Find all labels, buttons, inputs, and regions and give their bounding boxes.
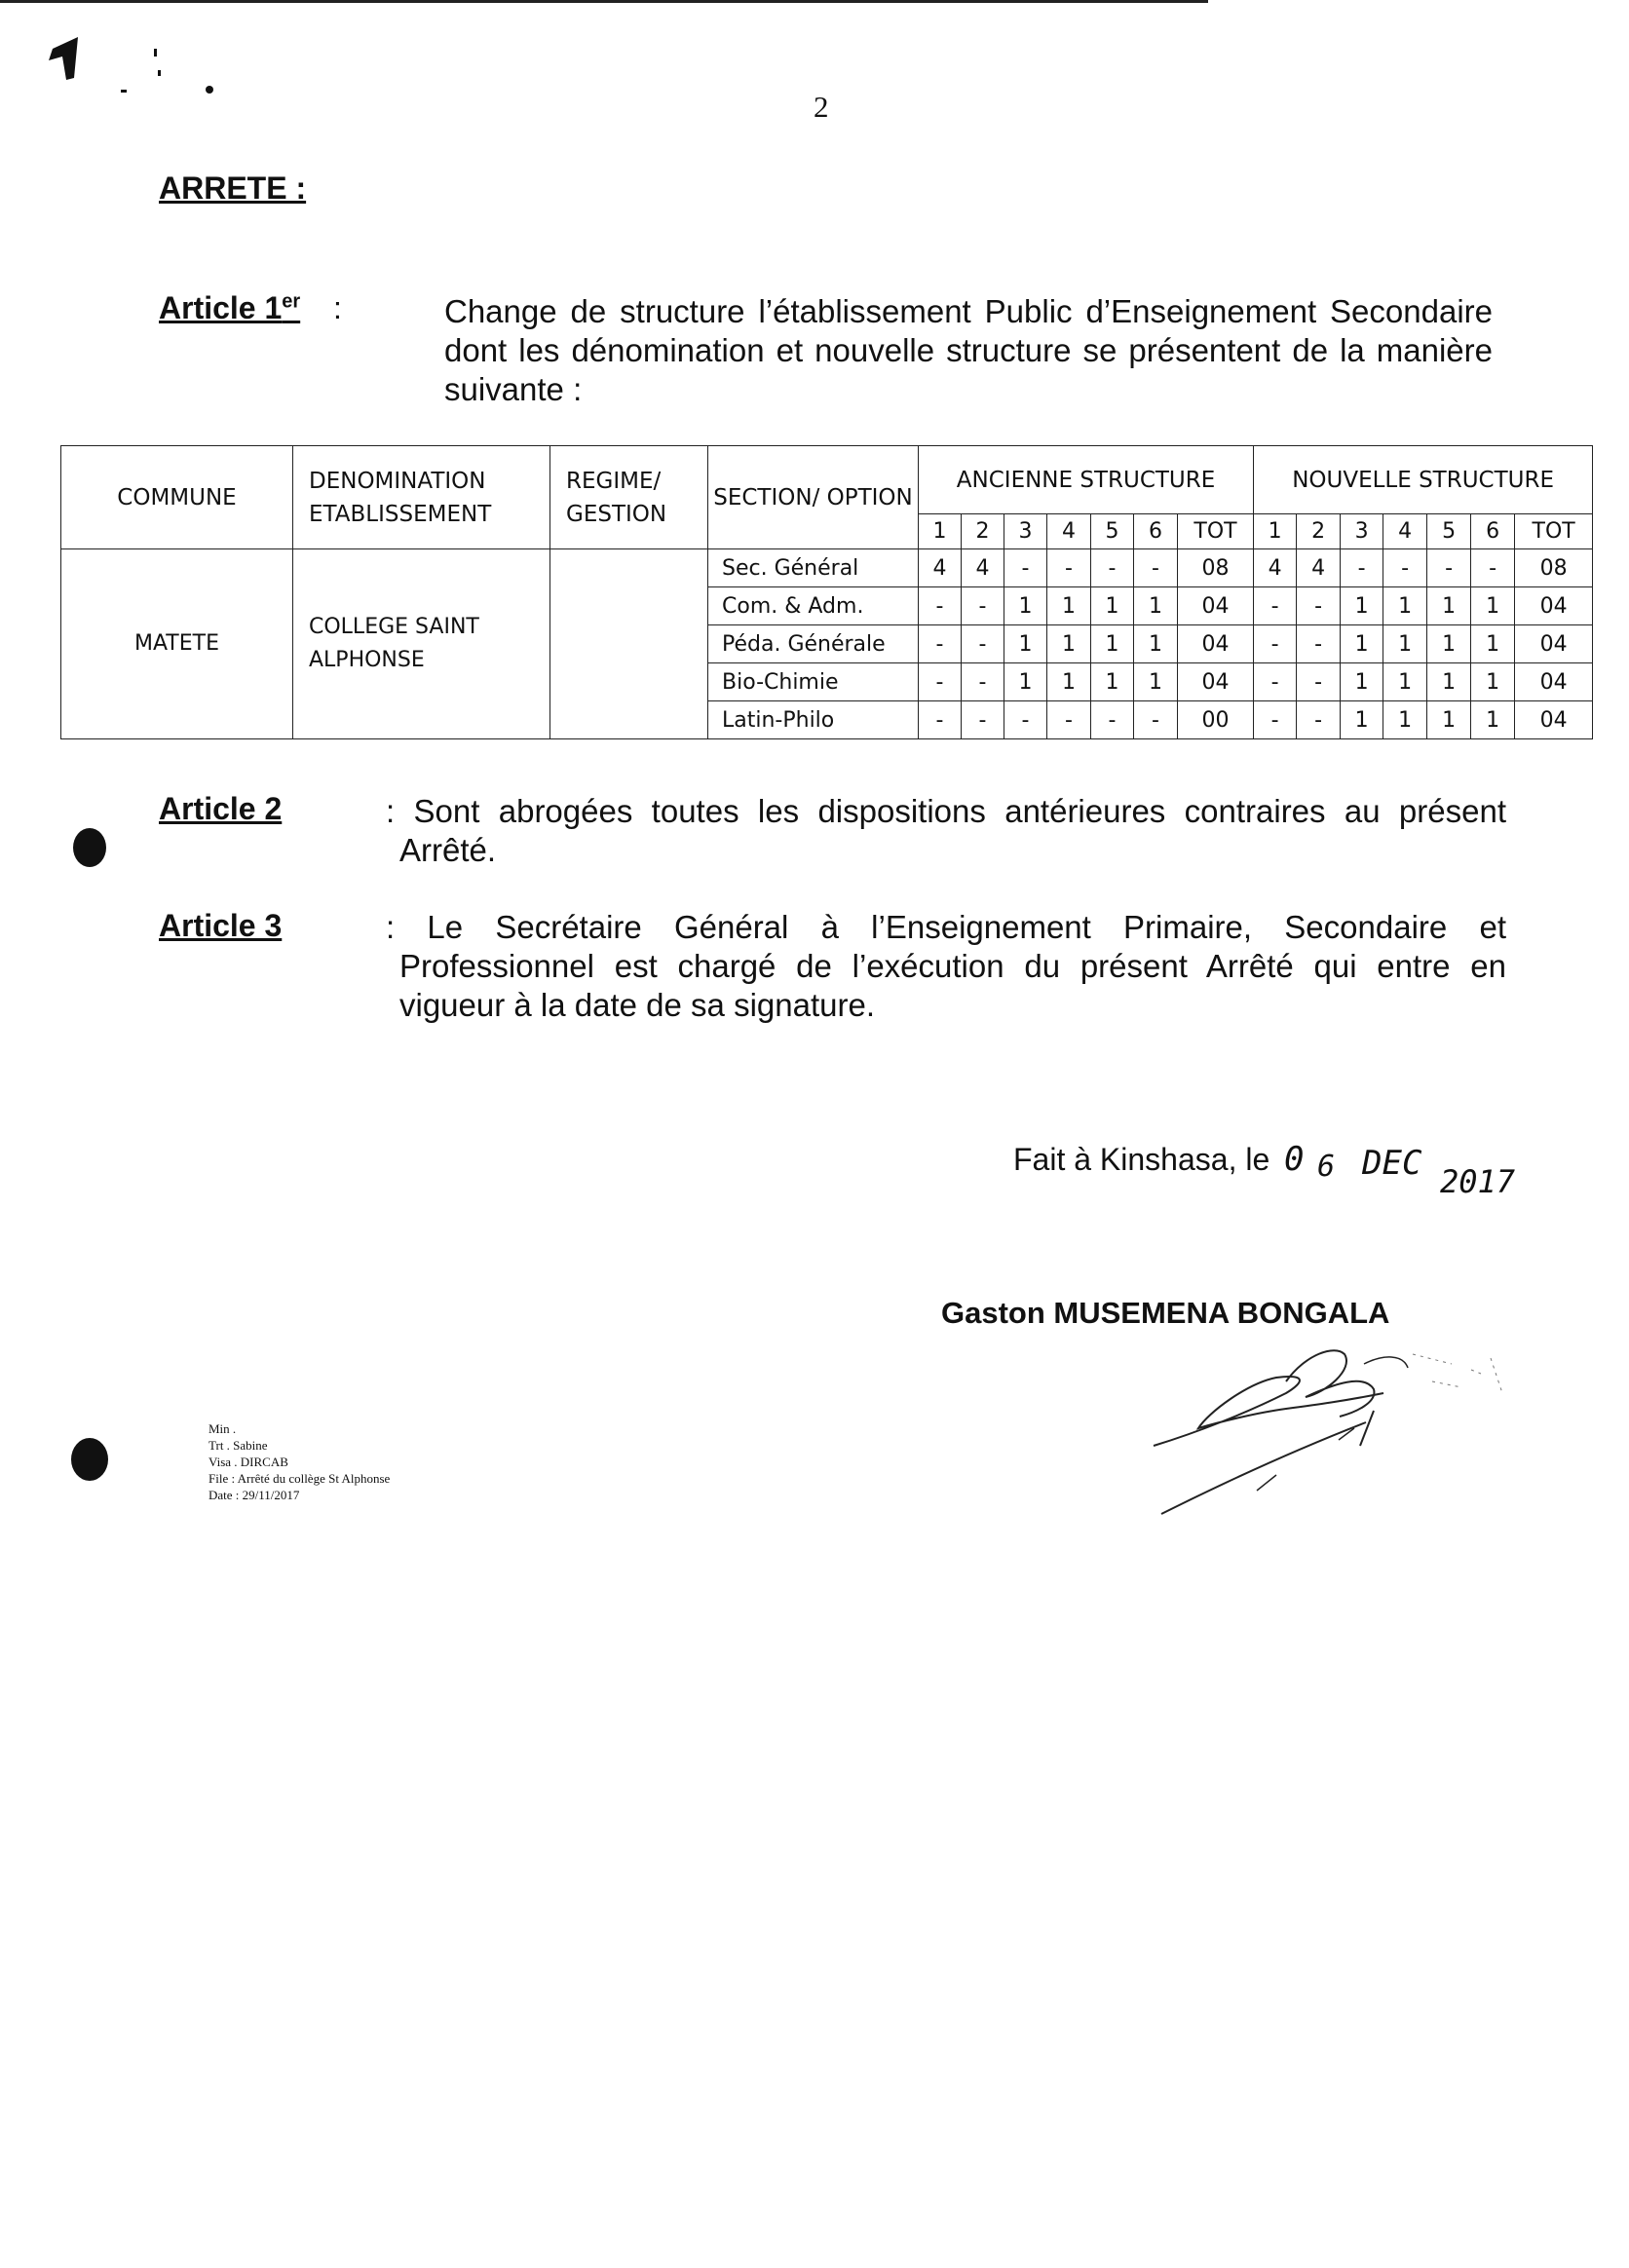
nouvelle-year-header: 1: [1254, 514, 1297, 549]
nouvelle-total-header: TOT: [1515, 514, 1593, 549]
ancienne-year-cell: -: [1134, 701, 1178, 739]
header-commune: COMMUNE: [61, 446, 293, 549]
etablissement-cell: COLLEGE SAINT ALPHONSE: [293, 549, 550, 739]
article-1-label: Article 1er: [159, 290, 301, 325]
page-number: 2: [814, 90, 829, 124]
nouvelle-year-cell: 1: [1341, 663, 1383, 701]
ancienne-year-cell: 1: [1134, 587, 1178, 625]
regime-cell: [550, 549, 708, 739]
ancienne-year-cell: -: [1004, 549, 1047, 587]
ancienne-year-header: 5: [1091, 514, 1134, 549]
commune-cell: MATETE: [61, 549, 293, 739]
footer-line: File : Arrêté du collège St Alphonse: [208, 1471, 391, 1486]
ancienne-year-cell: 1: [1004, 663, 1047, 701]
footer-line: Min .: [208, 1421, 237, 1436]
nouvelle-year-cell: 1: [1427, 701, 1471, 739]
ancienne-year-cell: 4: [962, 549, 1004, 587]
header-nouvelle-structure: NOUVELLE STRUCTURE: [1254, 446, 1593, 514]
nouvelle-year-cell: -: [1297, 663, 1341, 701]
ancienne-year-header: 4: [1047, 514, 1091, 549]
footer-line: Date : 29/11/2017: [208, 1488, 300, 1502]
article-1-text: Change de structure l’établissement Public d’Enseignement Secondaire dont les dénomination et nouvelle structure se présentent de la manière suivante :: [444, 293, 1493, 407]
punch-hole-mark: [68, 1436, 111, 1485]
section-cell: Péda. Générale: [708, 625, 919, 663]
nouvelle-year-header: 5: [1427, 514, 1471, 549]
nouvelle-year-cell: 1: [1341, 701, 1383, 739]
handwritten-day-digit-2: 6: [1317, 1150, 1336, 1184]
signer-name: Gaston MUSEMENA BONGALA: [941, 1296, 1390, 1330]
nouvelle-year-cell: 1: [1427, 625, 1471, 663]
nouvelle-total-cell: 04: [1515, 663, 1593, 701]
nouvelle-year-cell: -: [1383, 549, 1427, 587]
ancienne-year-header: 1: [919, 514, 962, 549]
nouvelle-year-cell: 1: [1471, 587, 1515, 625]
handwritten-year: 2017: [1440, 1163, 1516, 1200]
nouvelle-year-cell: -: [1297, 625, 1341, 663]
header-section: SECTION/ OPTION: [708, 446, 919, 549]
ancienne-year-cell: 1: [1047, 587, 1091, 625]
signature-place-date: Fait à Kinshasa, le: [1013, 1142, 1270, 1177]
ancienne-year-cell: -: [1091, 549, 1134, 587]
decree-heading: ARRETE :: [159, 170, 307, 206]
ancienne-year-cell: -: [962, 587, 1004, 625]
ancienne-total-header: TOT: [1178, 514, 1254, 549]
nouvelle-year-cell: 4: [1254, 549, 1297, 587]
article-3-label: Article 3: [159, 908, 283, 943]
nouvelle-year-cell: 1: [1383, 625, 1427, 663]
nouvelle-total-cell: 08: [1515, 549, 1593, 587]
nouvelle-year-cell: 1: [1471, 701, 1515, 739]
header-ancienne-structure: ANCIENNE STRUCTURE: [919, 446, 1254, 514]
nouvelle-total-cell: 04: [1515, 701, 1593, 739]
nouvelle-year-cell: 1: [1471, 663, 1515, 701]
section-cell: Sec. Général: [708, 549, 919, 587]
ancienne-year-cell: -: [1091, 701, 1134, 739]
ancienne-year-cell: -: [1047, 701, 1091, 739]
nouvelle-year-cell: 1: [1427, 663, 1471, 701]
nouvelle-total-cell: 04: [1515, 625, 1593, 663]
section-cell: Latin-Philo: [708, 701, 919, 739]
nouvelle-year-cell: -: [1254, 625, 1297, 663]
ancienne-total-cell: 08: [1178, 549, 1254, 587]
ancienne-year-cell: -: [962, 663, 1004, 701]
punch-hole-mark: [70, 826, 109, 875]
footer-notes: [208, 1420, 390, 1503]
nouvelle-year-cell: -: [1471, 549, 1515, 587]
ancienne-year-cell: 1: [1004, 587, 1047, 625]
ancienne-year-cell: -: [1047, 549, 1091, 587]
nouvelle-year-cell: -: [1297, 701, 1341, 739]
ancienne-year-header: 2: [962, 514, 1004, 549]
ancienne-year-cell: 1: [1047, 625, 1091, 663]
ancienne-year-cell: -: [1004, 701, 1047, 739]
ancienne-year-cell: -: [919, 587, 962, 625]
ancienne-total-cell: 04: [1178, 663, 1254, 701]
nouvelle-year-cell: 1: [1383, 663, 1427, 701]
handwritten-day-digit-1: 0: [1284, 1140, 1305, 1179]
header-regime: REGIME/ GESTION: [550, 446, 708, 549]
section-cell: Bio-Chimie: [708, 663, 919, 701]
nouvelle-year-cell: 1: [1471, 625, 1515, 663]
nouvelle-year-cell: -: [1427, 549, 1471, 587]
table-row: [61, 549, 1593, 587]
ancienne-year-cell: 1: [1091, 625, 1134, 663]
nouvelle-year-cell: 1: [1427, 587, 1471, 625]
footer-line: Trt . Sabine: [208, 1438, 268, 1453]
ancienne-year-header: 3: [1004, 514, 1047, 549]
ancienne-total-cell: 04: [1178, 587, 1254, 625]
structure-table: [60, 445, 1593, 739]
article-1-colon: :: [333, 290, 342, 325]
ancienne-total-cell: 00: [1178, 701, 1254, 739]
ancienne-total-cell: 04: [1178, 625, 1254, 663]
ancienne-year-cell: -: [919, 625, 962, 663]
nouvelle-year-cell: -: [1254, 663, 1297, 701]
ancienne-year-cell: -: [962, 625, 1004, 663]
ancienne-year-cell: -: [919, 663, 962, 701]
nouvelle-year-cell: -: [1297, 587, 1341, 625]
nouvelle-year-cell: -: [1254, 587, 1297, 625]
nouvelle-total-cell: 04: [1515, 587, 1593, 625]
ancienne-year-cell: 1: [1047, 663, 1091, 701]
scan-marks: [39, 27, 234, 105]
ancienne-year-cell: 1: [1004, 625, 1047, 663]
nouvelle-year-cell: 1: [1383, 587, 1427, 625]
nouvelle-year-cell: -: [1254, 701, 1297, 739]
ancienne-year-cell: -: [1134, 549, 1178, 587]
ancienne-year-header: 6: [1134, 514, 1178, 549]
ancienne-year-cell: -: [962, 701, 1004, 739]
ancienne-year-cell: 1: [1134, 663, 1178, 701]
ancienne-year-cell: 1: [1134, 625, 1178, 663]
handwritten-signature: [1140, 1335, 1549, 1530]
ancienne-year-cell: 1: [1091, 663, 1134, 701]
nouvelle-year-cell: 1: [1341, 625, 1383, 663]
ancienne-year-cell: 4: [919, 549, 962, 587]
article-2-text: : Sont abrogées toutes les dispositions antérieures contraires au présent Arrêté.: [386, 793, 1506, 868]
nouvelle-year-cell: 1: [1383, 701, 1427, 739]
nouvelle-year-header: 4: [1383, 514, 1427, 549]
nouvelle-year-cell: -: [1341, 549, 1383, 587]
article-2-label: Article 2: [159, 791, 283, 826]
top-border-line: [0, 0, 1208, 3]
footer-line: Visa . DIRCAB: [208, 1455, 288, 1469]
nouvelle-year-header: 6: [1471, 514, 1515, 549]
header-denomination: DENOMINATION ETABLISSEMENT: [293, 446, 550, 549]
handwritten-month: DEC: [1362, 1144, 1422, 1183]
nouvelle-year-cell: 4: [1297, 549, 1341, 587]
section-cell: Com. & Adm.: [708, 587, 919, 625]
article-3-text: : Le Secrétaire Général à l’Enseignement Primaire, Secondaire et Professionnel est chargé de l’exécution du présent Arrêté qui entre en vigueur à la date de sa signature.: [386, 909, 1506, 1023]
ancienne-year-cell: -: [919, 701, 962, 739]
nouvelle-year-header: 2: [1297, 514, 1341, 549]
ancienne-year-cell: 1: [1091, 587, 1134, 625]
nouvelle-year-cell: 1: [1341, 587, 1383, 625]
nouvelle-year-header: 3: [1341, 514, 1383, 549]
